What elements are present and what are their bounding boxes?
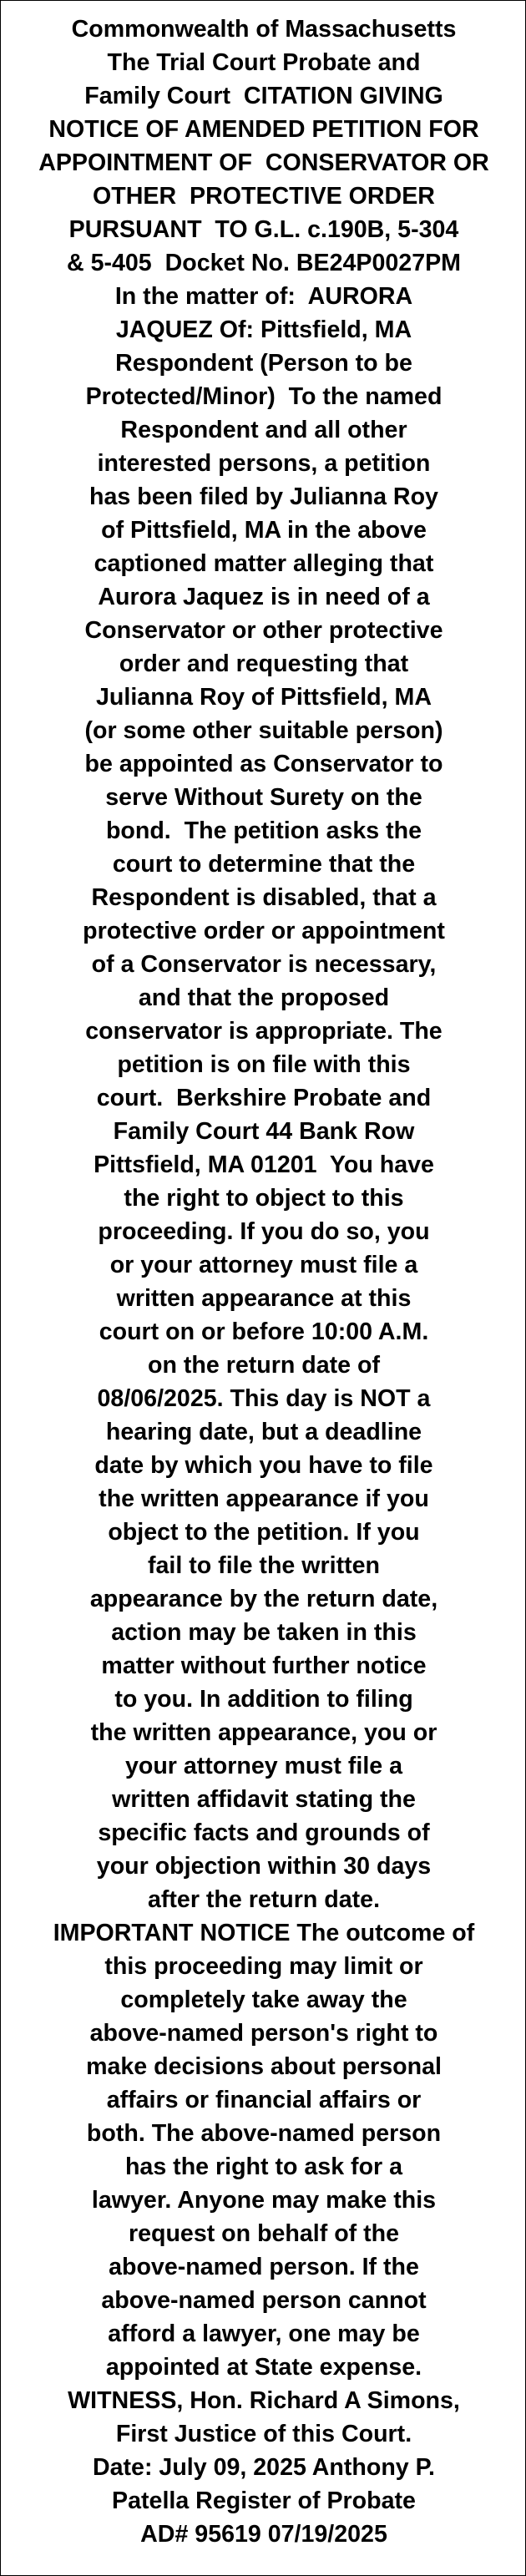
notice-line: be appointed as Conservator to bbox=[84, 751, 443, 777]
notice-line: NOTICE OF AMENDED PETITION FOR bbox=[48, 116, 479, 143]
notice-line: Conservator or other protective bbox=[84, 617, 443, 644]
notice-line: Aurora Jaquez is in need of a bbox=[98, 584, 430, 610]
notice-line: court to determine that the bbox=[112, 851, 416, 878]
notice-line: hearing date, but a deadline bbox=[105, 1419, 422, 1445]
notice-line: afford a lawyer, one may be bbox=[108, 2320, 420, 2347]
notice-line: Respondent (Person to be bbox=[115, 350, 412, 377]
notice-line: Patella Register of Probate bbox=[112, 2487, 416, 2514]
notice-line: Pittsfield, MA 01201 You have bbox=[94, 1151, 434, 1178]
notice-line: order and requesting that bbox=[119, 650, 409, 677]
notice-line: action may be taken in this bbox=[111, 1619, 417, 1646]
notice-line: proceeding. If you do so, you bbox=[98, 1218, 430, 1245]
notice-line: conservator is appropriate. The bbox=[85, 1018, 443, 1045]
notice-line: has been filed by Julianna Roy bbox=[89, 483, 438, 510]
notice-line: lawyer. Anyone may make this bbox=[91, 2187, 437, 2214]
notice-line: your attorney must file a bbox=[124, 1753, 403, 1779]
notice-line: & 5-405 Docket No. BE24P0027PM bbox=[66, 250, 461, 276]
notice-line: JAQUEZ Of: Pittsfield, MA bbox=[115, 316, 412, 343]
notice-line: to you. In addition to filing bbox=[114, 1686, 413, 1713]
notice-line: request on behalf of the bbox=[128, 2220, 400, 2247]
notice-line: after the return date. bbox=[147, 1886, 381, 1913]
notice-line: Respondent and all other bbox=[120, 417, 407, 443]
notice-line: Respondent is disabled, that a bbox=[91, 884, 437, 911]
notice-line: bond. The petition asks the bbox=[105, 817, 422, 844]
notice-line: this proceeding may limit or bbox=[104, 1953, 423, 1980]
notice-line: serve Without Surety on the bbox=[105, 784, 422, 811]
notice-line: make decisions about personal bbox=[86, 2053, 442, 2080]
notice-line: completely take away the bbox=[120, 1986, 407, 2013]
notice-line: written appearance at this bbox=[116, 1285, 412, 1312]
notice-line: above-named person. If the bbox=[109, 2254, 419, 2280]
notice-line: on the return date of bbox=[148, 1352, 380, 1379]
notice-line: both. The above-named person bbox=[86, 2120, 442, 2147]
notice-line: Date: July 09, 2025 Anthony P. bbox=[92, 2454, 435, 2481]
notice-text bbox=[4, 13, 523, 2551]
notice-line: Julianna Roy of Pittsfield, MA bbox=[96, 684, 432, 711]
notice-line: date by which you have to file bbox=[94, 1452, 433, 1479]
notice-line: and that the proposed bbox=[138, 984, 390, 1011]
notice-line: APPOINTMENT OF CONSERVATOR OR bbox=[38, 149, 489, 176]
notice-line: written affidavit stating the bbox=[112, 1786, 416, 1813]
notice-line: Protected/Minor) To the named bbox=[85, 383, 443, 410]
notice-line: appointed at State expense. bbox=[105, 2354, 422, 2381]
notice-line: the right to object to this bbox=[124, 1185, 404, 1212]
notice-line: interested persons, a petition bbox=[97, 450, 431, 477]
notice-line: the written appearance if you bbox=[99, 1485, 429, 1512]
notice-line: AD# 95619 07/19/2025 bbox=[140, 2521, 387, 2548]
notice-line: captioned matter alleging that bbox=[94, 550, 434, 577]
notice-line: petition is on file with this bbox=[117, 1051, 411, 1078]
notice-line: court. Berkshire Probate and bbox=[96, 1085, 432, 1111]
notice-line: WITNESS, Hon. Richard A Simons, bbox=[68, 2387, 460, 2414]
notice-line: or your attorney must file a bbox=[109, 1252, 418, 1278]
notice-line: OTHER PROTECTIVE ORDER bbox=[93, 183, 435, 210]
notice-line: affairs or financial affairs or bbox=[106, 2087, 422, 2113]
notice-line: the written appearance, you or bbox=[90, 1719, 437, 1746]
notice-line: your objection within 30 days bbox=[96, 1853, 432, 1880]
notice-line: object to the petition. If you bbox=[108, 1519, 420, 1546]
notice-line: specific facts and grounds of bbox=[98, 1819, 430, 1846]
notice-line: of a Conservator is necessary, bbox=[91, 951, 437, 978]
notice-line: The Trial Court Probate and bbox=[107, 49, 421, 76]
notice-line: above-named person's right to bbox=[89, 2020, 438, 2047]
notice-line: Commonwealth of Massachusetts bbox=[71, 16, 457, 43]
notice-line: Family Court 44 Bank Row bbox=[113, 1118, 415, 1145]
notice-line: fail to file the written bbox=[147, 1552, 380, 1579]
notice-line: Family Court CITATION GIVING bbox=[84, 83, 443, 109]
notice-line: (or some other suitable person) bbox=[84, 717, 443, 744]
notice-line: has the right to ask for a bbox=[124, 2153, 403, 2180]
notice-line: above-named person cannot bbox=[101, 2287, 427, 2314]
notice-line: protective order or appointment bbox=[83, 918, 445, 944]
notice-line: of Pittsfield, MA in the above bbox=[101, 517, 427, 544]
notice-line: IMPORTANT NOTICE The outcome of bbox=[53, 1920, 475, 1946]
notice-line: appearance by the return date, bbox=[89, 1586, 438, 1612]
notice-line: PURSUANT TO G.L. c.190B, 5-304 bbox=[68, 216, 459, 243]
notice-line: 08/06/2025. This day is NOT a bbox=[97, 1385, 431, 1412]
notice-line: First Justice of this Court. bbox=[115, 2421, 412, 2447]
notice-line: court on or before 10:00 A.M. bbox=[99, 1318, 429, 1345]
notice-line: matter without further notice bbox=[101, 1652, 427, 1679]
notice-line: In the matter of: AURORA bbox=[114, 283, 413, 310]
